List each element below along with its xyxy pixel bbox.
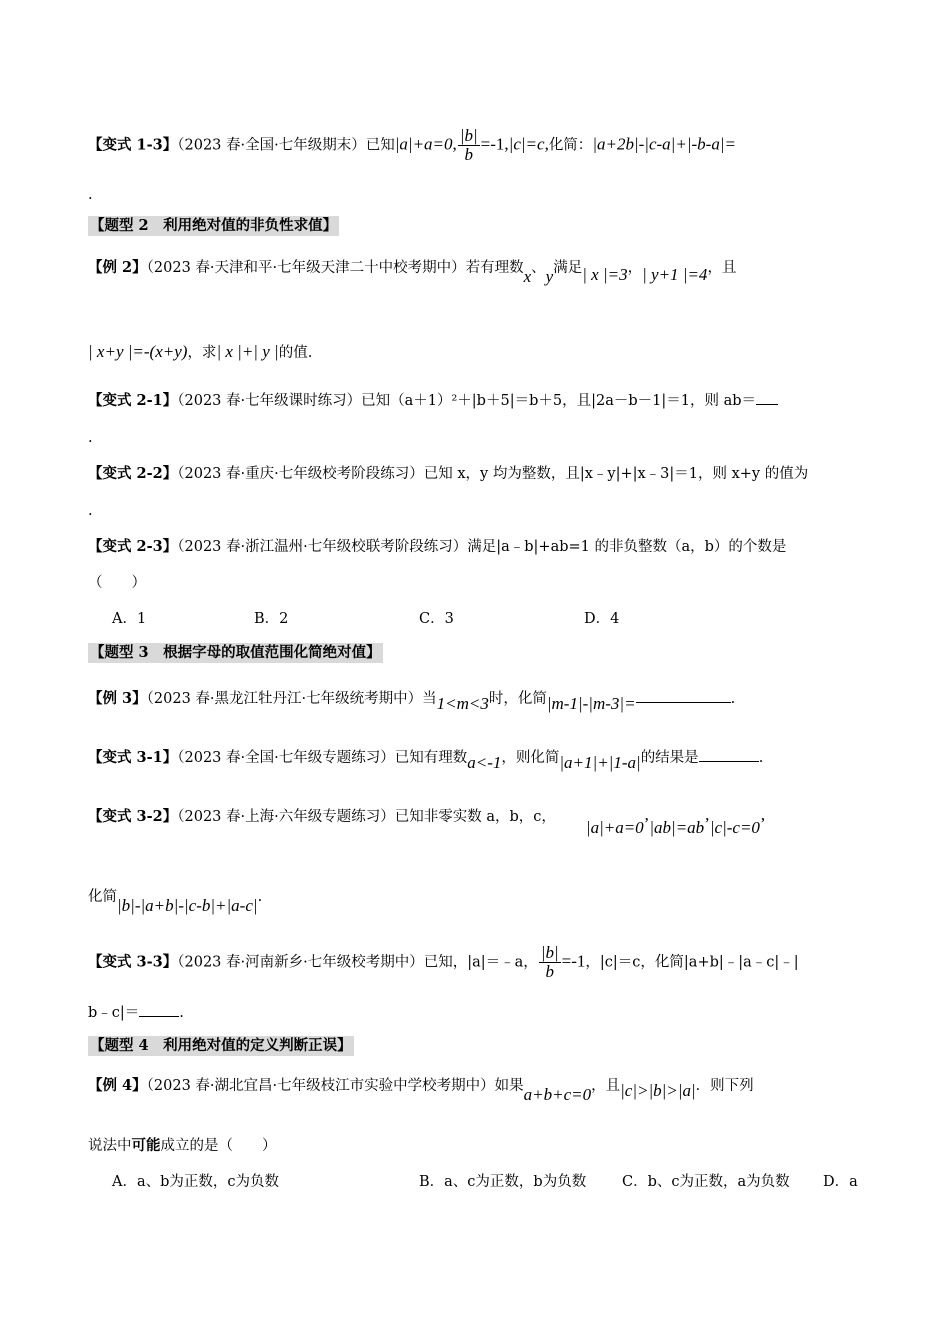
option-d[interactable]: D．a xyxy=(823,1174,858,1190)
answer-blank[interactable] xyxy=(139,1016,179,1017)
question-ex2: 【例 2】（2023 春·天津和平·七年级天津二十中校考期中）若有理数x、y满足| x |=3，| y+1 |=4，且 xyxy=(88,259,737,286)
question-ex2-line2: | x+y |=-(x+y)，求| x |+| y |的值. xyxy=(88,342,313,361)
math-expression: a+b+c=0 xyxy=(523,1085,592,1104)
math-expression: a<-1 xyxy=(467,753,502,772)
section-heading-4: 【题型 4 利用绝对值的定义判断正误】 xyxy=(90,1037,352,1054)
question-source: （2023 春·全国·七年级期末）已知 xyxy=(177,137,395,154)
question-tag: 【变式 2-3】 xyxy=(88,538,178,555)
question-ex4: 【例 4】（2023 春·湖北宜昌·七年级枝江市实验中学校考期中）如果a+b+c=0，且|c|>|b|>|a|．则下列 xyxy=(88,1077,754,1104)
math-expression: | x+y |=-(x+y) xyxy=(88,342,188,361)
math-expression: | x |+| y | xyxy=(216,342,279,361)
option-c[interactable]: C．3 xyxy=(419,611,454,627)
question-tag: 【变式 2-2】 xyxy=(88,465,178,482)
question-tag: 【例 4】 xyxy=(88,1077,147,1094)
math-expression: |ab|=ab xyxy=(649,818,705,837)
math-expression: |m-1|-|m-3|= xyxy=(546,694,636,713)
question-source: （2023 春·上海·六年级专题练习）已知非零实数 a，b，c， xyxy=(177,809,556,825)
question-v2-2 xyxy=(88,464,808,484)
option-a[interactable]: A．a、b为正数，c为负数 xyxy=(112,1174,280,1190)
question-source: （2023 春·黑龙江牡丹江·七年级统考期中）当 xyxy=(146,691,437,707)
question-v2-2-end: . xyxy=(88,503,93,519)
question-source: （2023 春·河南新乡·七年级校考期中）已知，|a|＝﹣a， xyxy=(177,954,538,971)
option-d[interactable]: D．4 xyxy=(584,611,620,627)
math-fraction: $\frac{|b|}{b}$ xyxy=(540,943,559,981)
section-heading-2: 【题型 2 利用绝对值的非负性求值】 xyxy=(90,217,338,234)
math-expression: 1<m<3 xyxy=(436,694,489,713)
question-source: （2023 春·天津和平·七年级天津二十中校考期中）若有理数 xyxy=(146,260,524,276)
answer-blank[interactable] xyxy=(756,404,778,405)
question-ex3: 【例 3】（2023 春·黑龙江牡丹江·七年级统考期中）当1<m<3时，化简|m-1|-|m-3|= . xyxy=(88,690,736,713)
question-tag: 【变式 2-1】 xyxy=(88,392,178,409)
question-text: （2023 春·七年级课时练习）已知（a＋1）²＋|b＋5|＝b＋5，且|2a－b－1|＝1，则 ab＝ xyxy=(177,393,756,409)
option-a[interactable]: A．1 xyxy=(112,611,147,627)
math-expression: | x |=3 xyxy=(582,265,628,284)
question-source: （2023 春·全国·七年级专题练习）已知有理数 xyxy=(177,750,468,766)
math-expression: | y+1 |=4 xyxy=(642,265,708,284)
question-v1-3: 【变式 1-3】（2023 春·全国·七年级期末）已知|a|+a=0, $\frac{|b|}{b}$ =-1,|c|=c,化简：|a+2b|-|c-a|+|-b-a|= xyxy=(88,126,736,164)
question-v3-1: 【变式 3-1】（2023 春·全国·七年级专题练习）已知有理数a<-1，则化简|a+1|+|1-a|的结果是 . xyxy=(88,749,764,772)
question-tag: 【变式 3-3】 xyxy=(88,953,178,971)
question-v2-1-end: . xyxy=(88,430,93,446)
question-v1-3-end: . xyxy=(88,187,93,203)
option-b[interactable]: B．2 xyxy=(254,611,289,627)
question-tag: 【变式 1-3】 xyxy=(88,136,178,154)
math-expression: |a+1|+|1-a| xyxy=(559,753,641,772)
question-text: （2023 春·重庆·七年级校考阶段练习）已知 x，y 均为整数，且|x﹣y|+|x﹣3|＝1，则 x+y 的值为 xyxy=(177,466,809,482)
math-expression: =-1 xyxy=(561,951,586,971)
math-expression: |a+2b|-|c-a|+|-b-a|= xyxy=(592,134,736,154)
question-source: （2023 春·湖北宜昌·七年级枝江市实验中学校考期中）如果 xyxy=(146,1078,524,1094)
question-v2-3 xyxy=(88,537,786,557)
math-expression: |a|+a=0 xyxy=(585,818,644,837)
answer-blank[interactable] xyxy=(636,702,731,703)
question-tag: 【例 2】 xyxy=(88,259,147,276)
math-expression: |c|-c=0 xyxy=(709,818,760,837)
answer-blank[interactable] xyxy=(699,761,759,762)
section-heading-3: 【题型 3 根据字母的取值范围化简绝对值】 xyxy=(90,644,381,661)
math-expression: |a|+a=0 xyxy=(394,134,453,154)
option-c[interactable]: C．b、c为正数，a为负数 xyxy=(622,1174,790,1190)
option-b[interactable]: B．a、c为正数，b为负数 xyxy=(419,1174,587,1190)
question-v3-3: 【变式 3-3】（2023 春·河南新乡·七年级校考期中）已知，|a|＝﹣a， $\frac{|b|}{b}$ =-1，|c|＝c，化简|a+b|﹣|a﹣c|﹣| xyxy=(88,943,799,981)
math-expression: |c|=c xyxy=(508,134,545,154)
answer-paren: （ ） xyxy=(88,575,146,591)
math-fraction: $\frac{|b|}{b}$ xyxy=(459,126,478,164)
question-ex4-line2: 说法中可能成立的是（ ） xyxy=(88,1137,277,1154)
question-v3-3-line2: b﹣c|＝ . xyxy=(88,1005,184,1021)
question-text: 化简： xyxy=(548,137,593,154)
math-expression: |c|>|b|>|a| xyxy=(620,1081,696,1100)
question-tag: 【例 3】 xyxy=(88,690,147,707)
math-expression: |b|-|a+b|-|c-b|+|a-c| xyxy=(117,896,258,915)
question-tag: 【变式 3-2】 xyxy=(88,808,178,825)
math-expression: =-1 xyxy=(480,134,505,154)
question-tag: 【变式 3-1】 xyxy=(88,749,178,766)
question-v2-1 xyxy=(88,391,778,411)
question-text: （2023 春·浙江温州·七年级校联考阶段练习）满足|a﹣b|+ab=1 的非负整数（a，b）的个数是 xyxy=(177,539,787,555)
question-v3-2-line2: 化简|b|-|a+b|-|c-b|+|a-c|. xyxy=(88,889,263,915)
question-v3-2: 【变式 3-2】（2023 春·上海·六年级专题练习）已知非零实数 a，b，c，|a|+a=0’|ab|=ab’|c|-c=0’ xyxy=(88,808,766,837)
